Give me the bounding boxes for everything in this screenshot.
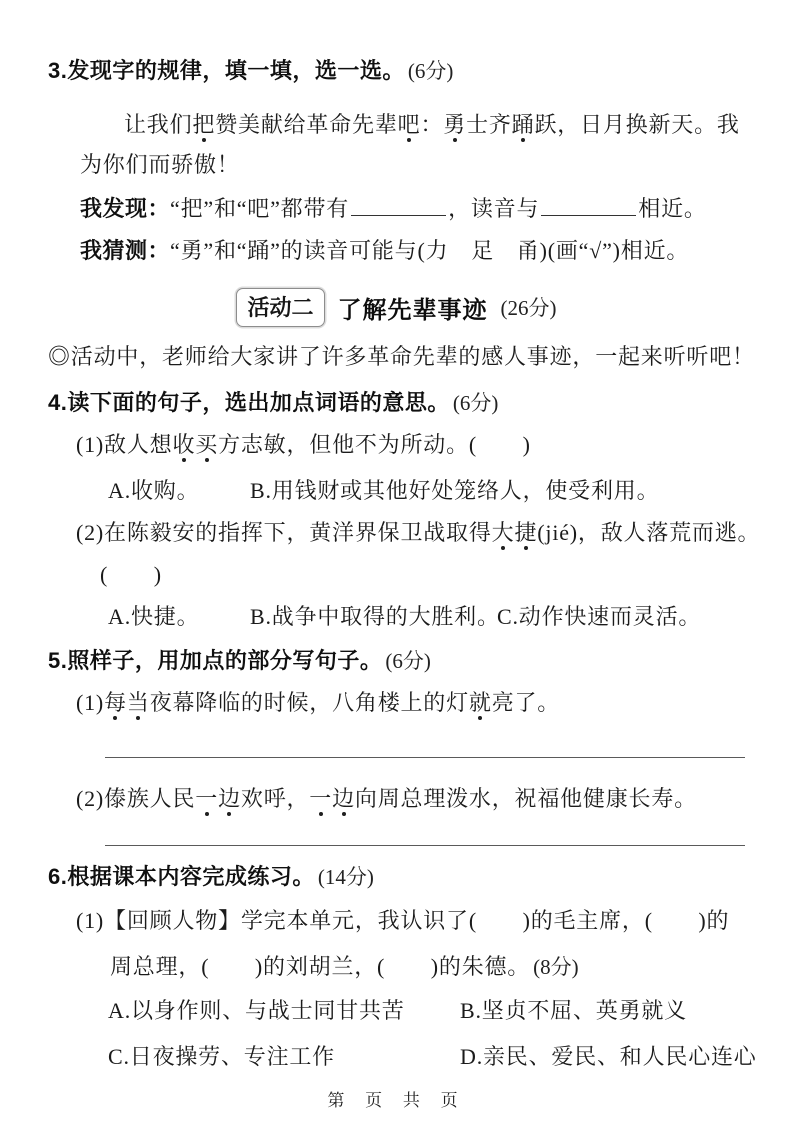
question-3-stem: 3.发现字的规律，填一填，选一选。	[48, 58, 405, 83]
q6-item1-score: (8分)	[533, 955, 579, 979]
page-footer: 第 页 共 页	[327, 1091, 466, 1110]
q3-guess-line	[80, 236, 689, 266]
activity-2-title: 了解先辈事迹	[337, 296, 488, 324]
q4-item2-sentence: (2)在陈毅安的指挥下，黄洋界保卫战取得大捷(jié)，敌人落荒而逃。	[76, 520, 761, 545]
question-4-title	[48, 388, 498, 418]
q4-item1-option-a: A.收购。	[108, 478, 200, 503]
q5-item2-answer-line	[105, 845, 745, 846]
q4-item2-option-b: B.战争中取得的大胜利。	[250, 604, 500, 629]
q6-item1-line-2	[110, 952, 579, 982]
question-4-score: (6分)	[452, 391, 499, 415]
q6-option-c: C.日夜操劳、专注工作	[108, 1044, 335, 1069]
question-6-stem: 6.根据课本内容完成练习。	[48, 864, 315, 889]
answer-blank	[351, 195, 446, 216]
q4-item2-paren: ( )	[100, 562, 162, 587]
q4-item2-option-c: C.动作快速而灵活。	[497, 604, 702, 629]
activity-2-badge: 活动二	[236, 288, 324, 327]
q3-find-content: “把”和“吧”都带有 ，读音与 相近。	[170, 196, 707, 221]
q3-find-line	[80, 194, 707, 224]
q6-option-a: A.以身作则、与战士同甘共苦	[108, 998, 405, 1023]
question-3-title	[48, 56, 453, 86]
activity-2-score: (26分)	[500, 296, 557, 320]
answer-blank	[541, 195, 636, 216]
q4-item2-option-a: A.快捷。	[108, 604, 200, 629]
q3-guess-label: 我猜测：	[80, 238, 171, 263]
q5-item1-answer-line	[105, 757, 745, 758]
q6-option-b: B.坚贞不屈、英勇就义	[460, 998, 687, 1023]
question-5-stem: 5.照样子，用加点的部分写句子。	[48, 648, 383, 673]
q3-find-label: 我发现：	[80, 196, 171, 221]
question-5-title	[48, 646, 431, 676]
question-3-score: (6分)	[407, 59, 454, 83]
q3-guess-content: “勇”和“踊”的读音可能与(力 足 甬)(画“√”)相近。	[170, 238, 690, 263]
question-5-score: (6分)	[385, 649, 431, 673]
q4-item1-sentence: (1)敌人想收买方志敏，但他不为所动。( )	[76, 432, 531, 457]
question-6-title	[48, 862, 374, 892]
q5-item2-sentence: (2)傣族人民一边欢呼，一边向周总理泼水，祝福他健康长寿。	[76, 786, 697, 811]
q6-option-d: D.亲民、爱民、和人民心连心	[460, 1044, 757, 1069]
q3-passage-line-1: 让我们把赞美献给革命先辈吧：勇士齐踊跃，日月换新天。我	[124, 112, 740, 137]
question-4-stem: 4.读下面的句子，选出加点词语的意思。	[48, 390, 450, 415]
activity-2-intro: ◎活动中，老师给大家讲了许多革命先辈的感人事迹，一起来听听吧！	[48, 344, 755, 369]
question-6-score: (14分)	[317, 865, 374, 889]
q4-item1-option-b: B.用钱财或其他好处笼络人，使受利用。	[250, 478, 660, 503]
q6-item1-line-1: (1)【回顾人物】学完本单元，我认识了( )的毛主席，( )的	[76, 908, 730, 933]
q6-item1-line-2-text: 周总理，( )的刘胡兰，( )的朱德。	[110, 954, 531, 979]
q5-item1-sentence: (1)每当夜幕降临的时候，八角楼上的灯就亮了。	[76, 690, 561, 715]
q3-passage-line-2: 为你们而骄傲！	[80, 152, 240, 177]
activity-2-header	[0, 286, 793, 328]
